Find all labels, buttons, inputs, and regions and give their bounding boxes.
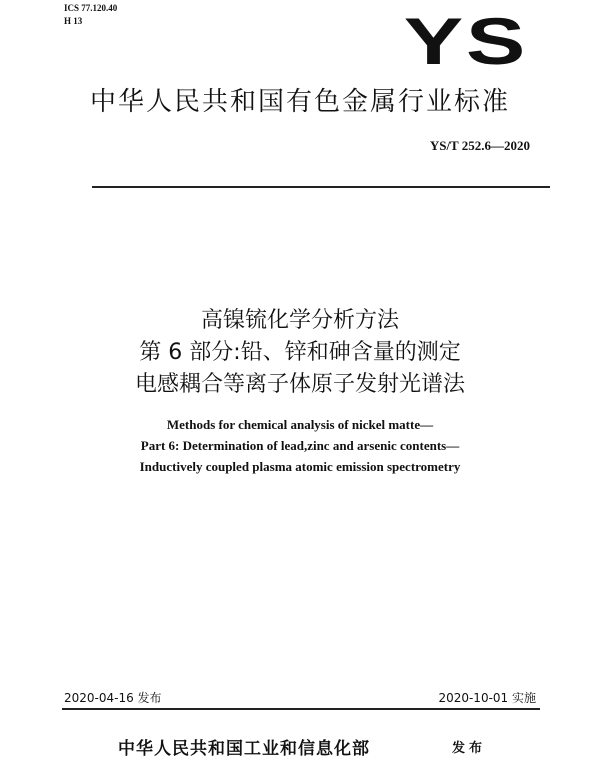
footer-divider	[62, 708, 540, 710]
title-en-line1: Methods for chemical analysis of nickel matte—	[166, 417, 434, 432]
ics-code: ICS 77.120.40	[64, 3, 118, 13]
title-zh-line3: 电感耦合等离子体原子发射光谱法	[134, 372, 465, 397]
implementation-date: 2020-10-01 实施	[438, 691, 536, 705]
standard-body-title: 中华人民共和国有色金属行业标准	[89, 87, 510, 117]
title-zh-line1: 高镍锍化学分析方法	[200, 308, 399, 333]
title-zh-line2: 第 6 部分:铅、锌和砷含量的测定	[139, 340, 461, 365]
publish-mark: 发布	[452, 741, 487, 756]
ys-logo: YS	[403, 4, 528, 78]
title-en-line3: Inductively coupled plasma atomic emission spectrometry	[139, 459, 461, 474]
publisher: 中华人民共和国工业和信息化部	[118, 739, 370, 759]
header-divider	[92, 186, 550, 188]
standard-number: YS/T 252.6—2020	[429, 138, 530, 153]
ccs-code: H 13	[64, 16, 83, 26]
title-en-line2: Part 6: Determination of lead,zinc and arsenic contents—	[140, 438, 460, 453]
issue-date: 2020-04-16 发布	[64, 691, 162, 705]
